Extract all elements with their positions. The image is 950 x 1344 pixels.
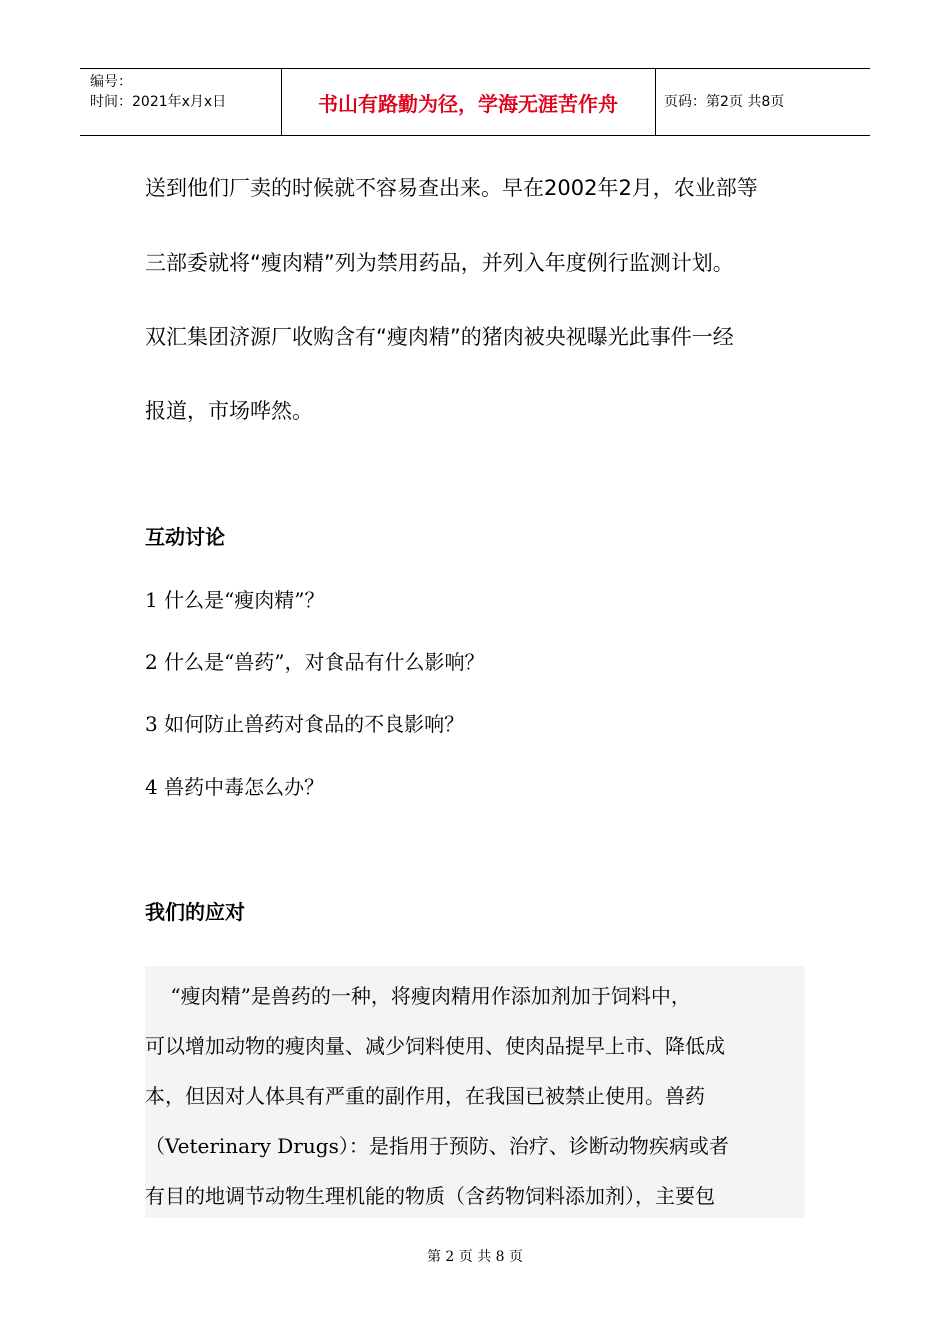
paragraph-line: 报道，市场哗然。 bbox=[145, 399, 313, 423]
response-line: 有目的地调节动物生理机能的物质（含药物饲料添加剂），主要包 bbox=[145, 1184, 715, 1208]
header-table bbox=[80, 68, 870, 136]
response-line: 可以增加动物的瘦肉量、减少饲料使用、使肉品提早上市、降低成 bbox=[145, 1034, 725, 1058]
header-meta bbox=[90, 72, 226, 112]
page-footer: 第 2 页 共 8 页 bbox=[426, 1249, 524, 1265]
discussion-heading: 互动讨论 bbox=[145, 525, 225, 549]
paragraph-line: 送到他们厂卖的时候就不容易查出来。早在2002年2月，农业部等 bbox=[145, 176, 758, 200]
time-label: 时间：2021年x月x日 bbox=[90, 94, 227, 110]
question-item: 2 什么是“兽药”，对食品有什么影响？ bbox=[145, 650, 485, 674]
header-motto: 书山有路勤为径，学海无涯苦作舟 bbox=[318, 91, 618, 116]
response-line: 本，但因对人体具有严重的副作用，在我国已被禁止使用。兽药 bbox=[145, 1084, 705, 1108]
question-item: 3 如何防止兽药对食品的不良影响？ bbox=[145, 712, 465, 736]
divider bbox=[655, 69, 656, 135]
paragraph-line: 双汇集团济源厂收购含有“瘦肉精”的猪肉被央视曝光此事件一经 bbox=[145, 325, 734, 349]
response-line: （Veterinary Drugs）：是指用于预防、治疗、诊断动物疾病或者 bbox=[145, 1134, 729, 1158]
response-heading: 我们的应对 bbox=[145, 900, 245, 924]
question-item: 1 什么是“瘦肉精”？ bbox=[145, 588, 325, 612]
response-line: “瘦肉精”是兽药的一种，将瘦肉精用作添加剂加于饲料中， bbox=[145, 984, 691, 1008]
paragraph-line: 三部委就将“瘦肉精”列为禁用药品，并列入年度例行监测计划。 bbox=[145, 251, 734, 275]
page-info: 页码：第2页 共8页 bbox=[664, 94, 785, 110]
question-item: 4 兽药中毒怎么办？ bbox=[145, 775, 325, 799]
number-label: 编号： bbox=[90, 74, 132, 90]
